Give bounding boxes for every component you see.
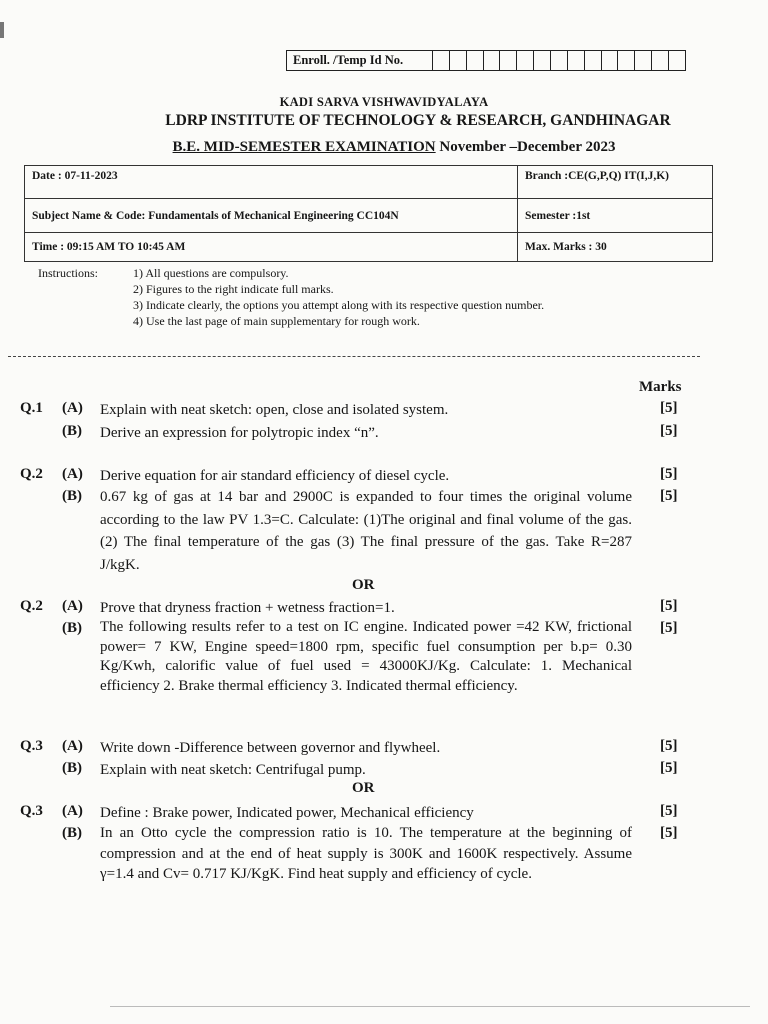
question-part: (A) <box>62 738 83 754</box>
question-text: The following results refer to a test on IC engine. Indicated power =42 KW, frictional power= 7 KW, Engine speed=1800 rpm, specific fuel consumption per b.p= 0.30 Kg/Kwh, calorific value of fuel used = 43000KJ/Kg. Calculate: 1. Mechanical efficiency 2. Brake thermal efficiency 3. Indicated thermal efficiency. <box>100 619 632 694</box>
question-part: (B) <box>62 488 82 504</box>
question-part: (B) <box>62 423 82 439</box>
question-text: Derive an expression for polytropic index “n”. <box>100 425 379 441</box>
subject-name-code: Subject Name & Code: Fundamentals of Mechanical Engineering CC104N <box>25 199 518 233</box>
instruction-item: 2) Figures to the right indicate full marks. <box>133 282 334 296</box>
question-marks: [5] <box>660 825 678 841</box>
question-marks: [5] <box>660 598 678 614</box>
question-marks: [5] <box>660 803 678 819</box>
marks-column-header: Marks <box>639 379 682 395</box>
question-part: (B) <box>62 760 82 776</box>
exam-branch: Branch :CE(G,P,Q) IT(I,J,K) <box>518 166 713 199</box>
question-text: Define : Brake power, Indicated power, Mechanical efficiency <box>100 805 474 821</box>
instructions-label: Instructions: <box>38 266 98 280</box>
question-marks: [5] <box>660 488 678 504</box>
question-text: 0.67 kg of gas at 14 bar and 2900C is expanded to four times the original volume according to the law PV 1.3=C. Calculate: (1)The original and final volume of the gas.(2) The final temperature of the gas (3) The final pressure of the gas. Take R=287 J/kgK. <box>100 489 632 573</box>
question-text: Explain with neat sketch: open, close and isolated system. <box>100 402 449 418</box>
question-part: (A) <box>62 466 83 482</box>
question-number: Q.3 <box>20 803 43 819</box>
question-text: Explain with neat sketch: Centrifugal pump. <box>100 762 366 778</box>
question-number: Q.2 <box>20 466 43 482</box>
question-part: (A) <box>62 803 83 819</box>
question-marks: [5] <box>660 620 678 636</box>
question-number: Q.3 <box>20 738 43 754</box>
question-text: In an Otto cycle the compression ratio is 10. The temperature at the beginning of compression and at the end of heat supply is 300K and 1600K respectively. Assume γ=1.4 and Cv= 0.717 KJ/KgK. Find heat supply and efficiency of cycle. <box>100 825 632 882</box>
institute-name: LDRP INSTITUTE OF TECHNOLOGY & RESEARCH, GANDHINAGAR <box>165 112 671 129</box>
enroll-label: Enroll. /Temp Id No. <box>287 51 433 70</box>
question-part: (B) <box>62 825 82 841</box>
question-marks: [5] <box>660 760 678 776</box>
question-text: Write down -Difference between governor and flywheel. <box>100 740 441 756</box>
or-separator: OR <box>352 780 375 796</box>
exam-info-table <box>24 165 713 262</box>
instruction-item: 4) Use the last page of main supplementary for rough work. <box>133 314 420 328</box>
max-marks: Max. Marks : 30 <box>518 233 713 262</box>
dashed-divider <box>8 356 700 357</box>
question-text: Derive equation for air standard efficiency of diesel cycle. <box>100 468 450 484</box>
page-edge-line <box>110 1006 750 1007</box>
exam-date: Date : 07-11-2023 <box>25 166 518 199</box>
question-marks: [5] <box>660 466 678 482</box>
instructions-list <box>133 265 733 329</box>
question-part: (A) <box>62 400 83 416</box>
question-part: (A) <box>62 598 83 614</box>
exam-session: November –December 2023 <box>439 139 616 155</box>
question-part: (B) <box>62 620 82 636</box>
instruction-item: 1) All questions are compulsory. <box>133 266 289 280</box>
question-marks: [5] <box>660 400 678 416</box>
question-marks: [5] <box>660 423 678 439</box>
exam-time: Time : 09:15 AM TO 10:45 AM <box>25 233 518 262</box>
question-text: Prove that dryness fraction + wetness fraction=1. <box>100 600 395 616</box>
university-name: KADI SARVA VISHWAVIDYALAYA <box>279 95 489 109</box>
exam-prefix: B.E. MID-SEMESTER EXAMINATION <box>172 139 436 155</box>
question-marks: [5] <box>660 738 678 754</box>
scan-artifact <box>0 22 4 38</box>
semester: Semester :1st <box>518 199 713 233</box>
enroll-id-box <box>286 50 686 71</box>
instruction-item: 3) Indicate clearly, the options you attempt along with its respective question number. <box>133 298 545 312</box>
question-number: Q.2 <box>20 598 43 614</box>
question-number: Q.1 <box>20 400 43 416</box>
or-separator: OR <box>352 577 375 593</box>
enroll-cells <box>433 51 685 70</box>
exam-title <box>10 139 768 156</box>
